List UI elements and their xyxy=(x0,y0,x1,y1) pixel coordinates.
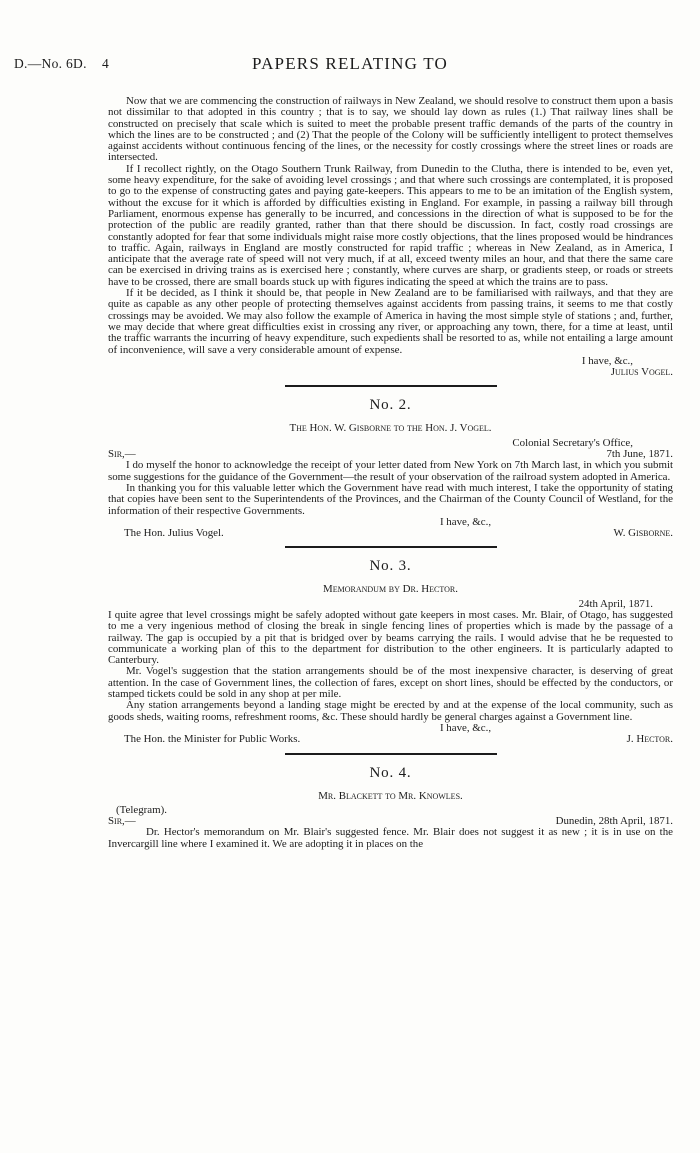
paragraph: I do myself the honor to acknowledge the receipt of your letter dated from New York on 7th March last, in which you submit some suggestions for the guidance of the Government—the result of your observation of the railroad system adopted in America. xyxy=(108,459,673,483)
page-body xyxy=(108,96,673,850)
letter-number: No. 4. xyxy=(369,764,412,781)
paragraph: I quite agree that level crossings might be safely adopted without gate keepers in most cases. Mr. Blair, of Otago, has suggested to me a very ingenious method of closing the break in single fencing lines of properties which is made by the passage of a railway. The gap is occupied by a pit that is bridged over by beams carrying the rails. I would advise that he be requested to communicate a working plan of this to the department for distribution to the other engineers. It is particularly adapted to Canterbury. xyxy=(108,608,673,667)
signature: Julius Vogel. xyxy=(610,366,673,379)
section-divider xyxy=(285,546,497,548)
letter-number: No. 3. xyxy=(369,558,412,575)
running-title: PAPERS RELATING TO xyxy=(251,54,449,73)
letter-heading: Memorandum by Dr. Hector. xyxy=(323,583,458,596)
page-header xyxy=(14,56,686,80)
letter-heading: The Hon. W. Gisborne to the Hon. J. Vogel. xyxy=(289,422,492,435)
addressee: The Hon. Julius Vogel. xyxy=(124,527,224,540)
salutation: Sir,— xyxy=(108,815,136,828)
date: 24th April, 1871. xyxy=(578,597,653,610)
letter-heading: Mr. Blackett to Mr. Knowles. xyxy=(318,789,463,802)
salutation: Sir,— xyxy=(108,448,136,461)
paragraph: Now that we are commencing the construction of railways in New Zealand, we should resolve to construct them upon a basis not dissimilar to that adopted in this country ; that is to say, we should lay down as rules (1.) That railway lines shall be constructed on precisely that scale which is suited to meet the probable present traffic demands of the parts of the country in which the lines are to be constructed ; and (2) That the people of the Colony will be sufficiently intelligent to protect themselves against accidents without continuous fencing of the lines, or the necessity for costly crossings where the street lines or roads are intersected. xyxy=(108,95,673,164)
paragraph: In thanking you for this valuable letter which the Government have read with much interest, I take the opportunity of stating that copies have been sent to the Superintendents of the Provinces, and the Chairman of the County Council of Westland, for the information of their respective Governments. xyxy=(108,481,673,517)
date: 7th June, 1871. xyxy=(606,448,673,461)
signature: W. Gisborne. xyxy=(613,527,673,540)
paragraph: Mr. Vogel's suggestion that the station arrangements should be of the most inexpensive character, is deserving of great attention. In the case of Government lines, the collection of fares, except on short lines, should be effected by the conductors, or stamped tickets could be sold in any shop at per mile. xyxy=(108,665,673,701)
closing: I have, &c., xyxy=(439,515,492,528)
page-number: 4 xyxy=(102,56,109,71)
paragraph: Dr. Hector's memorandum on Mr. Blair's suggested fence. Mr. Blair does not suggest it as new ; it is in use on the Invercargill line where I examined it. We are adopting it in places on the xyxy=(108,826,673,850)
letter-number: No. 2. xyxy=(369,397,412,414)
place-date: Dunedin, 28th April, 1871. xyxy=(555,815,673,828)
paragraph: If it be decided, as I think it should be, that people in New Zealand are to be familiarised with railways, and that they are quite as capable as any other people of protecting themselves against accidents from passing trains, it seems to me that costly crossings may be avoided. We may also follow the example of America in having the most simple style of stations ; and, further, we may decide that where great difficulties exist in crossing any river, or approaching any town, there, for a time at least, until the traffic warrants the incurring of heavy expenditure, such expedients shall be resorted to as, while not entailing a large amount of inconvenience, will save a very considerable amount of expense. xyxy=(108,287,673,356)
letter-no-2 xyxy=(108,397,673,539)
letter-vogel xyxy=(108,96,673,378)
letter-no-3 xyxy=(108,558,673,745)
document-reference: D.—No. 6D. xyxy=(14,56,87,71)
closing: I have, &c., xyxy=(581,354,633,367)
office-line: Colonial Secretary's Office, xyxy=(512,436,633,449)
section-divider xyxy=(285,753,497,755)
signature-row xyxy=(108,734,673,745)
paragraph: If I recollect rightly, on the Otago Southern Trunk Railway, from Dunedin to the Clutha, there is intended to be, even yet, some heavy expenditure, for the sake of avoiding level crossings ; and that where such crossings are contemplated, it is proposed to go to the expense of constructing gates and paying gate-keepers. This appears to me to be an imitation of the English system, without the excuse for it which is afforded by difficulties existing in England. For example, in passing a railway bill through Parliament, enormous expense has generally to be incurred, and concessions in the direction of what is supposed to be for the protection of the public are readily granted, rather than that there should be discussion. In fact, costly road crossings are constantly adopted for fear that some individuals might raise more costly objections, that the lines proposed would be hindrances to traffic. Again, railways in England are mostly constructed for rapid traffic ; whereas in New Zealand, as in America, I anticipate that the average rate of speed will not very much, if at all, exceed twenty miles an hour, and that there the same care can be exercised in driving trains as is exercised here ; constantly, where curves are sharp, or gradients steep, or roads or streets have to be crossed, there are small boards stuck up with figures indicating the speed at which the trains are to pass. xyxy=(108,162,673,288)
addressee: The Hon. the Minister for Public Works. xyxy=(124,733,301,746)
signature: J. Hector. xyxy=(626,733,673,746)
paragraph: Any station arrangements beyond a landing stage might be erected by and at the expense of the local community, such as goods sheds, waiting rooms, refreshment rooms, &c. These should hardly be general charges against a Government line. xyxy=(108,699,673,723)
closing: I have, &c., xyxy=(439,721,492,734)
telegram-label: (Telegram). xyxy=(116,803,167,816)
letter-no-4 xyxy=(108,765,673,850)
signature-row xyxy=(108,528,673,539)
section-divider xyxy=(285,385,497,387)
